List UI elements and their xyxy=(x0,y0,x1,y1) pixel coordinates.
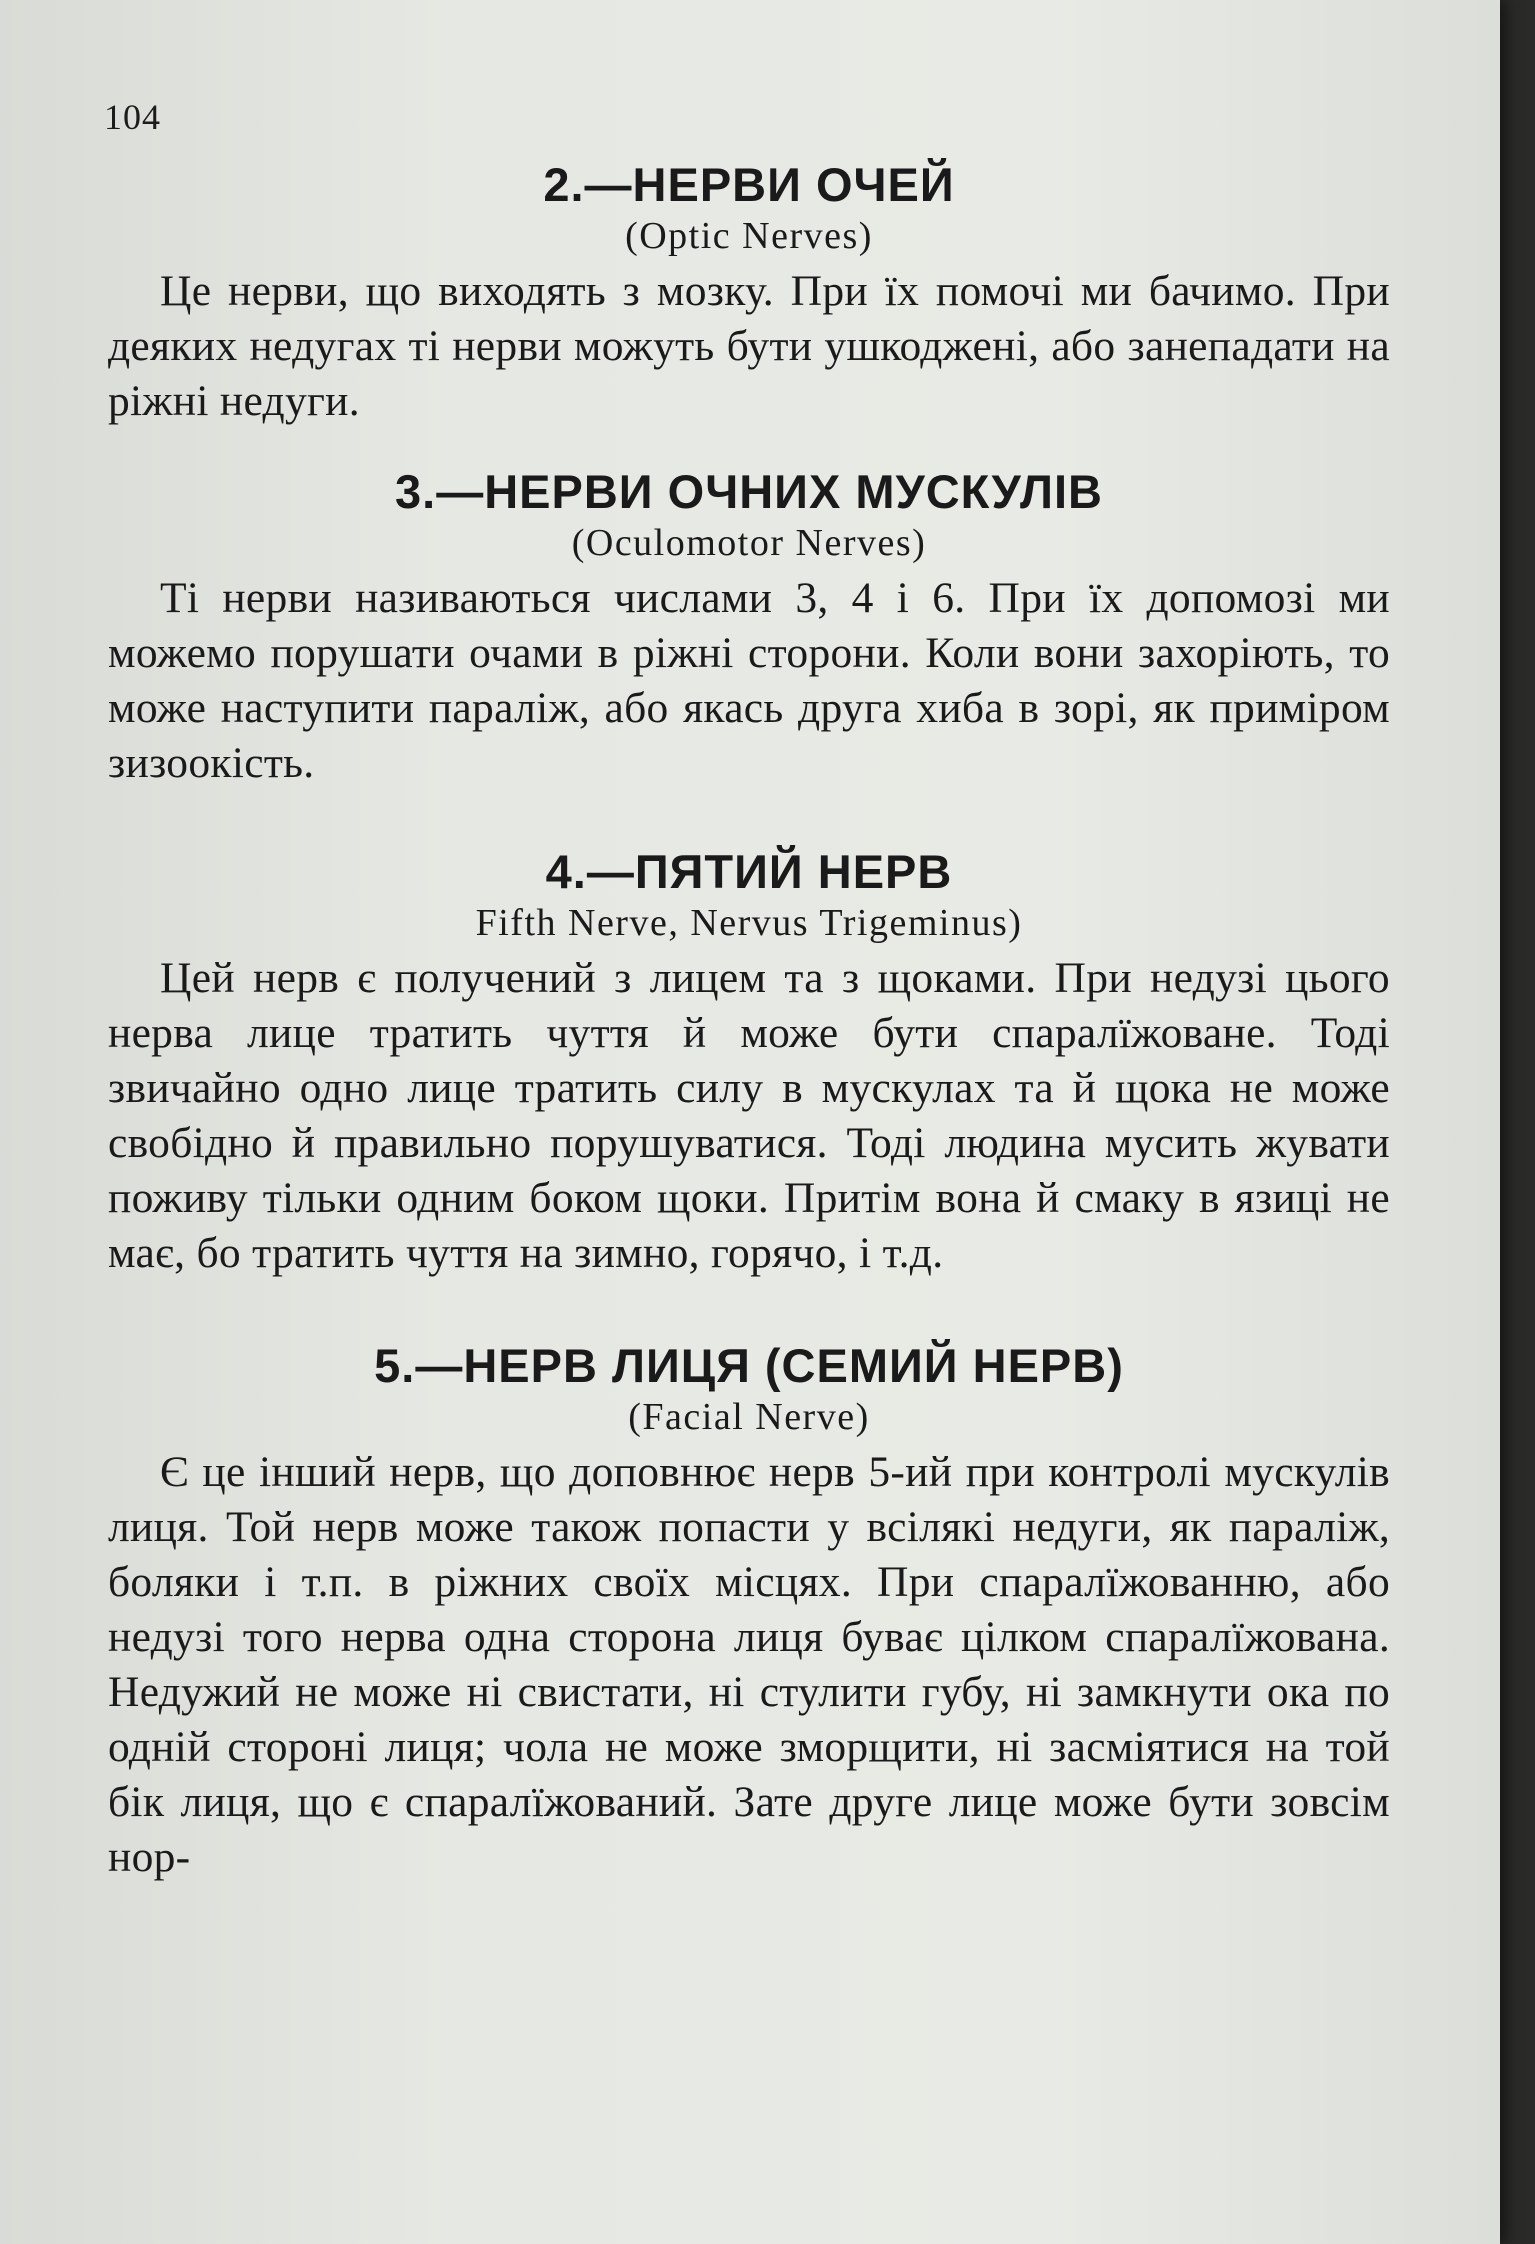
section-subheading: (Facial Nerve) xyxy=(628,1396,870,1438)
section-paragraph: Це нерви, що виходять з мозку. При їх помочі ми бачимо. При деяких недугах ті нерви можуть бути ушкоджені, або занепадати на ріжні недуги. xyxy=(108,267,1390,425)
page-content xyxy=(108,158,1390,1885)
section-paragraph: Є це інший нерв, що доповнює нерв 5-ий при контролі мускулів лиця. Той нерв може також попасти у всілякі недуги, як параліж, боляки і т.п. в ріжних своїх місцях. При спаралїжованню, або недузі того нерва одна сторона лиця буває цілком спаралїжована. Недужий не може ні свистати, ні стулити губу, ні замкнути ока по одній стороні лиця; чола не може зморщити, ні засміятися на той бік лиця, що є спаралїжований. Зате друге лице може бути зовсім нор- xyxy=(108,1448,1390,1881)
page-number: 104 xyxy=(104,97,161,137)
section-heading: 2.—НЕРВИ ОЧЕЙ xyxy=(543,158,955,211)
section-oculomotor-nerves xyxy=(108,465,1390,791)
section-subheading: (Optic Nerves) xyxy=(625,215,873,257)
section-subheading: (Oculomotor Nerves) xyxy=(571,522,927,564)
section-facial-nerve xyxy=(108,1339,1390,1885)
section-heading: 5.—НЕРВ ЛИЦЯ (СЕМИЙ НЕРВ) xyxy=(374,1339,1124,1392)
section-heading: 4.—ПЯТИЙ НЕРВ xyxy=(545,845,953,898)
section-fifth-nerve xyxy=(108,845,1390,1281)
section-subheading: Fifth Nerve, Nervus Trigeminus) xyxy=(475,902,1023,944)
section-paragraph: Ті нерви називаються числами 3, 4 і 6. При їх допомозі ми можемо порушати очами в ріжні сторони. Коли вони захоріють, то може наступити параліж, або якась друга хиба в зорі, як приміром зизоокість. xyxy=(108,574,1390,787)
section-optic-nerves xyxy=(108,158,1390,429)
section-heading: 3.—НЕРВИ ОЧНИХ МУСКУЛІВ xyxy=(395,465,1103,518)
section-paragraph: Цей нерв є получений з лицем та з щоками. При недузі цього нерва лице тратить чуття й може бути спаралїжоване. Тоді звичайно одно лице тратить силу в мускулах та й щока не може свобідно й правильно порушуватися. Тоді людина мусить жувати поживу тільки одним боком щоки. Притім вона й смаку в язиці не має, бо тратить чуття на зимно, горячо, і т.д. xyxy=(108,954,1390,1277)
